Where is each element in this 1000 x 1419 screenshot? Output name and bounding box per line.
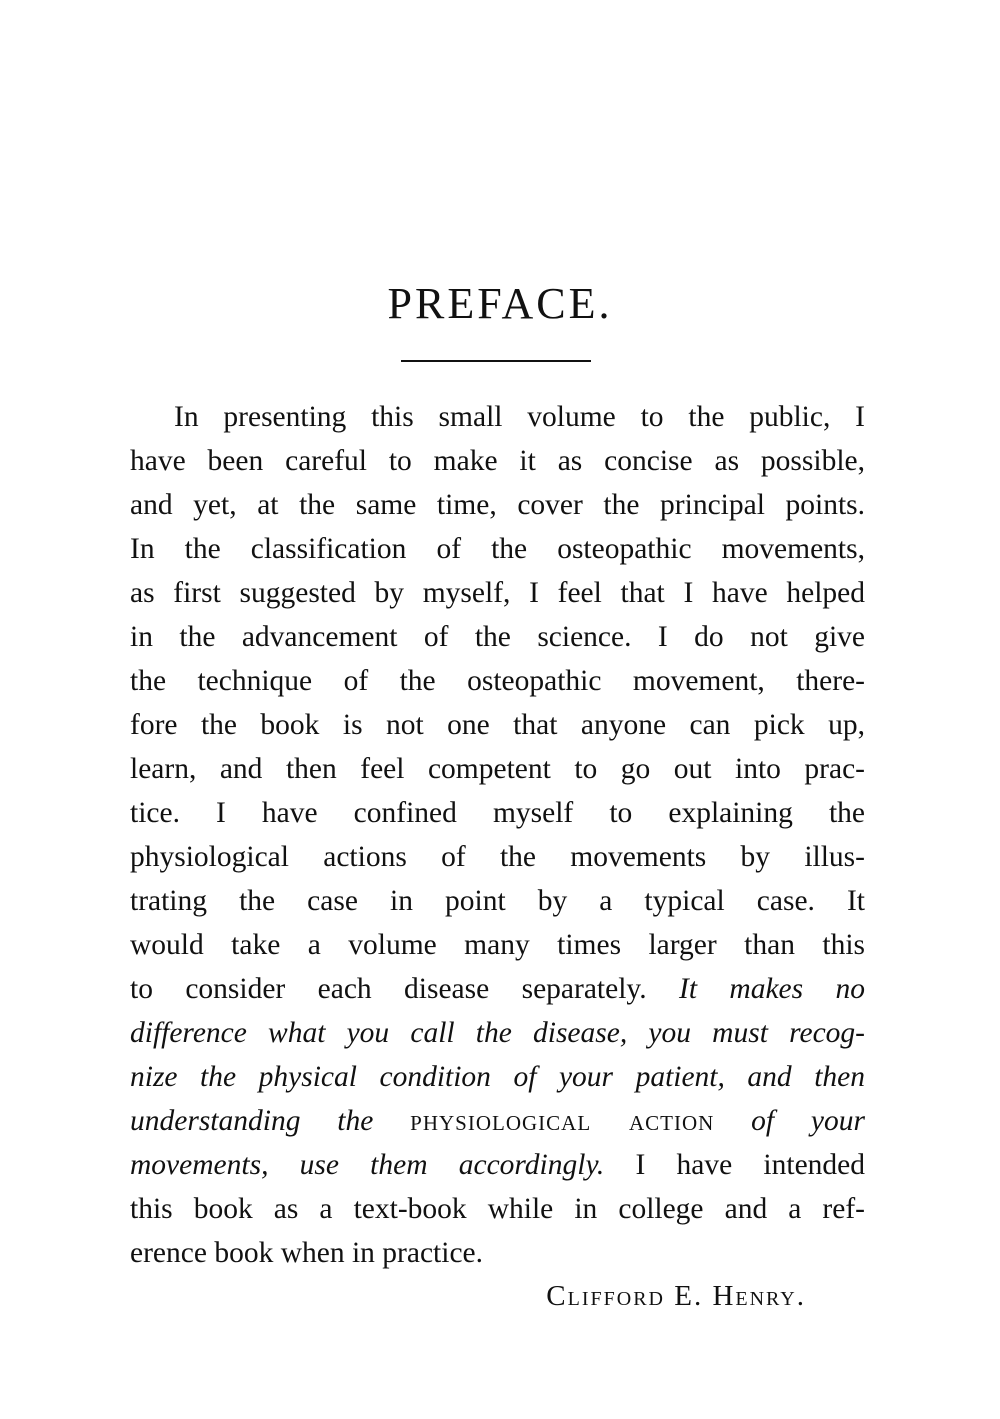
- text-line: as first suggested by myself, I feel that I have helped: [130, 577, 865, 609]
- text-line-mixed: [130, 1143, 865, 1187]
- text-line: and yet, at the same time, cover the principal points.: [130, 489, 865, 521]
- page-title: PREFACE.: [387, 279, 613, 328]
- text-line: physiological actions of the movements by illus-: [130, 841, 865, 873]
- italic-line: difference what you call the disease, you must recog-: [130, 1017, 865, 1049]
- text-line: In the classification of the osteopathic movements,: [130, 533, 865, 565]
- italic-text: of your: [751, 1105, 865, 1137]
- author-signature: Clifford E. Henry.: [546, 1280, 806, 1312]
- smallcaps-text: physiological action: [410, 1105, 715, 1137]
- text-line: trating the case in point by a typical case. It: [130, 885, 865, 917]
- text-line: In presenting this small volume to the public, I: [174, 401, 865, 433]
- text-line: tice. I have confined myself to explaining the: [130, 797, 865, 829]
- text-line: erence book when in practice.: [130, 1237, 484, 1269]
- text-line: fore the book is not one that anyone can pick up,: [130, 709, 865, 741]
- text-line: the technique of the osteopathic movement, there-: [130, 665, 865, 697]
- preface-paragraph: [130, 395, 865, 1275]
- plain-text: to consider each disease separately.: [130, 973, 647, 1005]
- text-line: this book as a text-book while in college and a ref-: [130, 1193, 865, 1225]
- text-line-mixed: [130, 967, 865, 1011]
- title-rule: [401, 360, 591, 362]
- italic-line: nize the physical condition of your patient, and then: [130, 1061, 865, 1093]
- text-line-mixed: [130, 1099, 865, 1143]
- plain-text: I have intended: [635, 1149, 866, 1181]
- italic-text: It makes no: [679, 973, 865, 1005]
- text-line: learn, and then feel competent to go out into prac-: [130, 753, 865, 785]
- italic-text: movements, use them accordingly.: [130, 1149, 605, 1181]
- text-line: would take a volume many times larger than this: [130, 929, 865, 961]
- italic-text: understanding the: [130, 1105, 374, 1137]
- text-line: in the advancement of the science. I do not give: [130, 621, 865, 653]
- text-line: have been careful to make it as concise as possible,: [130, 445, 865, 477]
